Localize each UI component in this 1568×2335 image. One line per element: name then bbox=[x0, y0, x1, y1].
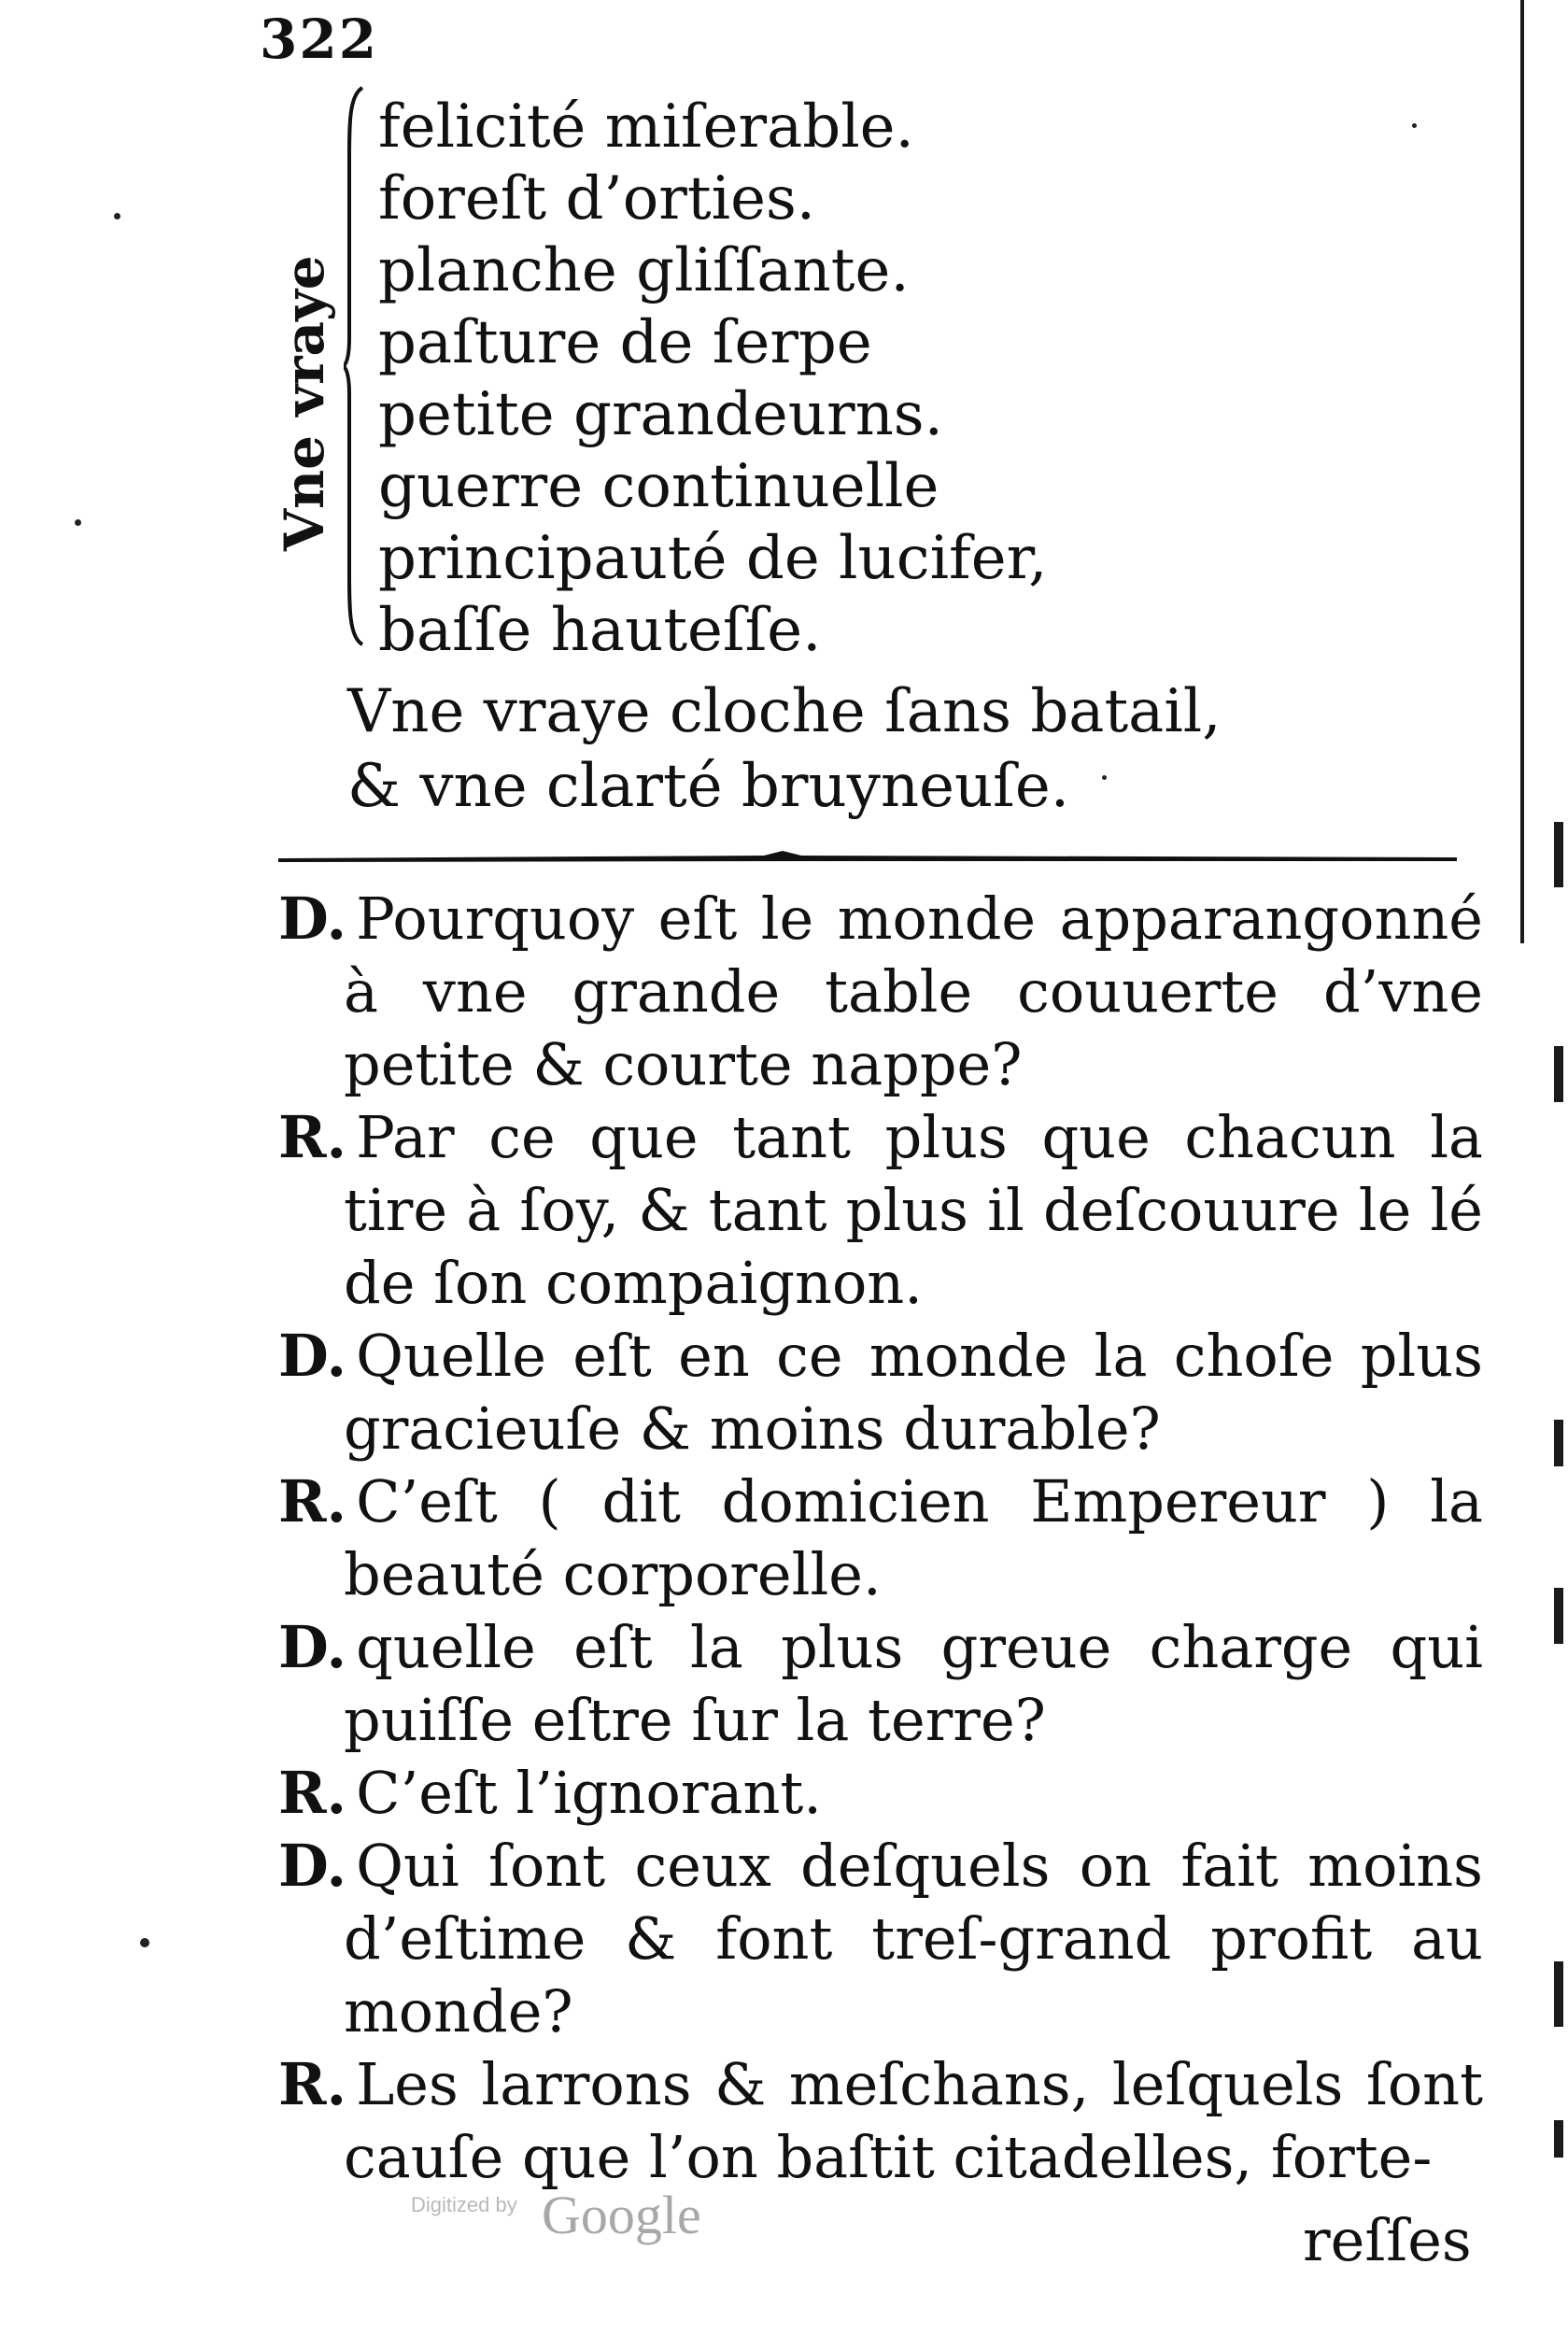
list-item: planche gliſſante. bbox=[378, 236, 910, 305]
page-edge-mark bbox=[1554, 2120, 1563, 2158]
page-edge-mark bbox=[1554, 1420, 1563, 1466]
page-edge-mark bbox=[1554, 1588, 1563, 1644]
gutter-line bbox=[1520, 0, 1524, 943]
curly-brace-icon bbox=[344, 86, 364, 646]
page-edge-mark bbox=[1554, 1046, 1563, 1102]
entry-text: Pourquoy eſt le monde apparangonné à vne grande table couuerte d’vne petite & courte nappe? bbox=[344, 884, 1483, 1098]
qa-entry bbox=[278, 883, 1483, 1101]
list-item: principauté de lucifer, bbox=[378, 524, 1048, 593]
entry-text: Par ce que tant plus que chacun la tire à ſoy, & tant plus il deſcouure le lé de ſon compaignon. bbox=[344, 1103, 1483, 1317]
entry-marker: R. bbox=[278, 1467, 347, 1535]
qa-entry bbox=[278, 1320, 1483, 1465]
entry-text: C’eſt ( dit domicien Empereur ) la beauté corporelle. bbox=[344, 1467, 1483, 1608]
ink-speck bbox=[75, 519, 81, 526]
closing-line: Vne vraye cloche ſans batail, bbox=[347, 677, 1222, 746]
qa-entry bbox=[278, 1757, 1483, 1830]
entry-marker: D. bbox=[278, 1322, 347, 1390]
list-item: felicité miſerable. bbox=[378, 92, 914, 162]
side-label: Vne vraye bbox=[273, 255, 336, 551]
list-item: baſſe hauteſſe. bbox=[378, 596, 822, 665]
list-item: foreſt d’orties. bbox=[378, 164, 816, 234]
entry-text: C’eſt l’ignorant. bbox=[356, 1759, 823, 1827]
section-divider bbox=[278, 850, 1457, 865]
entry-marker: D. bbox=[278, 1832, 347, 1900]
catchword: reſſes bbox=[1303, 2206, 1472, 2274]
entry-text: Qui ſont ceux deſquels on fait moins d’eſtime & font treſ-grand profit au monde? bbox=[344, 1832, 1483, 2045]
list-item: paſture de ſerpe bbox=[378, 308, 872, 377]
entry-marker: R. bbox=[278, 2050, 347, 2118]
entry-text: Les larrons & meſchans, leſquels ſont cauſe que l’on baſtit citadelles, forte- bbox=[344, 2050, 1483, 2191]
page-number: 322 bbox=[260, 7, 379, 71]
digitized-label: Digitized by bbox=[411, 2193, 517, 2216]
list-item: petite grandeurns. bbox=[378, 380, 943, 449]
page-edge-mark bbox=[1554, 1961, 1563, 2027]
entry-text: Quelle eſt en ce monde la choſe plus gracieuſe & moins durable? bbox=[344, 1322, 1483, 1463]
entry-marker: D. bbox=[278, 884, 347, 953]
closing-line: & vne clarté bruyneuſe. bbox=[347, 752, 1070, 821]
ink-speck bbox=[1102, 775, 1107, 780]
qa-entry bbox=[278, 1611, 1483, 1757]
entry-marker: R. bbox=[278, 1759, 347, 1827]
google-logo: Google bbox=[542, 2185, 701, 2245]
page-edge-mark bbox=[1554, 822, 1563, 887]
ink-speck bbox=[1412, 123, 1417, 128]
closing-lines bbox=[347, 674, 1222, 824]
qa-entry bbox=[278, 1465, 1483, 1611]
ink-speck bbox=[114, 213, 120, 219]
entry-marker: D. bbox=[278, 1613, 347, 1681]
entry-marker: R. bbox=[278, 1103, 347, 1171]
metaphor-list bbox=[378, 92, 1048, 667]
list-item: guerre continuelle bbox=[378, 452, 939, 521]
ink-speck bbox=[140, 1938, 149, 1947]
qa-entry bbox=[278, 1830, 1483, 2048]
qa-entry bbox=[278, 1101, 1483, 1320]
entry-text: quelle eſt la plus greue charge qui puiſſe eſtre ſur la terre? bbox=[344, 1613, 1483, 1754]
question-answer-section bbox=[278, 883, 1483, 2194]
qa-entry bbox=[278, 2048, 1483, 2194]
